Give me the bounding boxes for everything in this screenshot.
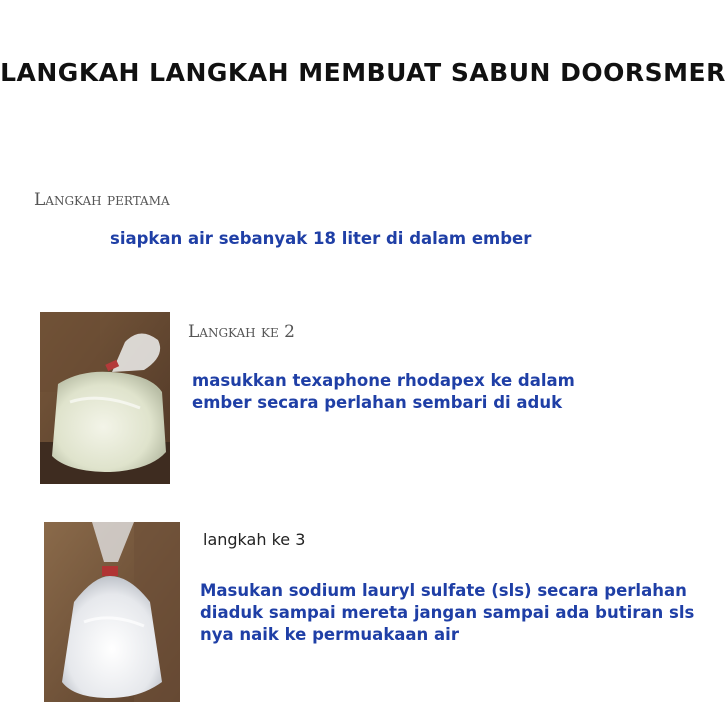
step-2-description (192, 370, 575, 414)
step-3-description-line: nya naik ke permuakaan air (200, 625, 459, 644)
step-3-description-line: diaduk sampai mereta jangan sampai ada butiran sls (200, 603, 695, 622)
step-2-description-line: ember secara perlahan sembari di aduk (192, 393, 563, 412)
step-1-label: Langkah pertama (34, 190, 170, 210)
step-3-description (200, 580, 694, 646)
step-3-description-line: Masukan sodium lauryl sulfate (sls) secara perlahan (200, 581, 687, 600)
step-3-label: langkah ke 3 (203, 530, 306, 549)
step-2-label: Langkah ke 2 (188, 322, 295, 342)
step-1-description: siapkan air sebanyak 18 liter di dalam ember (110, 229, 532, 248)
step-2-description-line: masukkan texaphone rhodapex ke dalam (192, 371, 575, 390)
plastic-bag-powder-photo (44, 522, 180, 702)
plastic-bag-liquid-photo (40, 312, 170, 484)
page-title: LANGKAH LANGKAH MEMBUAT SABUN DOORSMER (0, 58, 726, 87)
